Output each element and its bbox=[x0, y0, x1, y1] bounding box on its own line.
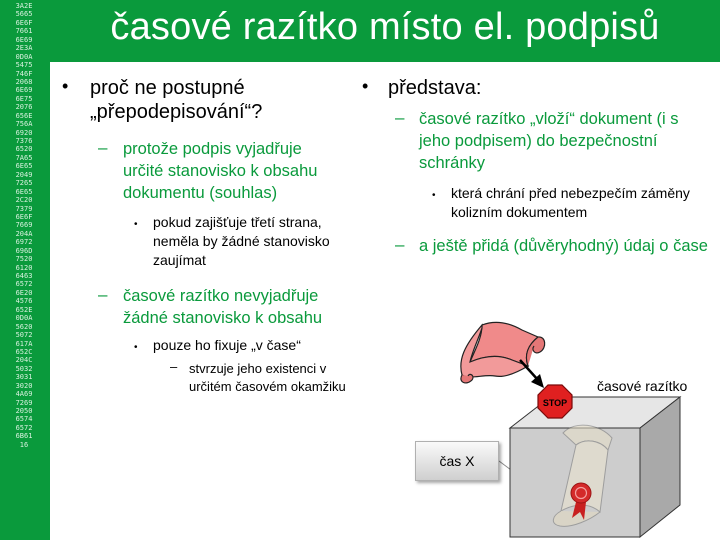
hex-row: 6520 bbox=[15, 145, 33, 154]
slide-title: časové razítko místo el. podpisů bbox=[110, 6, 660, 48]
hex-row: 4576 bbox=[15, 297, 33, 306]
hex-row: 7A65 bbox=[15, 153, 33, 162]
right-l2a-text: časové razítko „vloží“ dokument (i s jeho podpisem) do bezpečnostní schránky bbox=[419, 110, 679, 172]
hex-row: 204A bbox=[15, 229, 33, 238]
hex-row: 2E3A bbox=[15, 44, 33, 53]
hex-row: 6463 bbox=[15, 272, 33, 280]
hex-row: 3020 bbox=[15, 381, 33, 390]
hex-row: 2076 bbox=[15, 103, 33, 112]
bullet-r1: • bbox=[362, 76, 369, 96]
dash-l2a: – bbox=[98, 138, 108, 157]
time-box: čas X bbox=[415, 441, 499, 481]
stop-sign-icon bbox=[538, 385, 572, 418]
hex-row: 7669 bbox=[15, 221, 33, 230]
hex-row: 617A bbox=[15, 339, 33, 348]
dot-l3b: • bbox=[134, 342, 138, 353]
hex-row: 7269 bbox=[15, 398, 33, 407]
left-l4-text: stvrzuje jeho existenci v určitém časovém okamžiku bbox=[189, 361, 346, 394]
hex-row: 2049 bbox=[15, 170, 33, 179]
hex-row: 6920 bbox=[15, 128, 33, 137]
hex-row: 746F bbox=[15, 69, 33, 78]
hex-row: 6E6F bbox=[15, 212, 33, 221]
hex-row: 6B61 bbox=[15, 432, 33, 441]
hex-row: 5665 bbox=[15, 10, 33, 19]
hex-row: 6972 bbox=[15, 238, 33, 247]
left-l2b-text: časové razítko nevyjadřuje žádné stanovisko k obsahu bbox=[123, 287, 323, 327]
hex-row: 2068 bbox=[15, 77, 33, 86]
hex-row: 6E65 bbox=[15, 162, 33, 171]
hex-row: 3A2E bbox=[15, 2, 33, 10]
right-l3a-text: která chrání před nebezpečím záměny kolizním dokumentem bbox=[451, 185, 690, 220]
hex-row: 7520 bbox=[15, 255, 33, 264]
dot-r3a: • bbox=[432, 190, 436, 201]
dash-l2b: – bbox=[98, 285, 108, 304]
hex-row: 6E69 bbox=[15, 86, 33, 95]
hex-row: 7376 bbox=[15, 137, 33, 145]
hex-row: 6E20 bbox=[15, 288, 33, 297]
stop-text: STOP bbox=[542, 398, 568, 408]
arrow-icon bbox=[520, 360, 544, 388]
dash-l4: – bbox=[170, 359, 178, 374]
hex-row: 652E bbox=[15, 305, 33, 314]
hex-row: 656E bbox=[15, 111, 33, 120]
hex-row: 7379 bbox=[15, 204, 33, 213]
hex-row: 652C bbox=[15, 347, 33, 356]
hex-row: 16 bbox=[19, 440, 29, 449]
hex-row: 3031 bbox=[15, 373, 33, 382]
hex-row: 696D bbox=[15, 246, 33, 255]
dash-r2a: – bbox=[395, 108, 405, 127]
dot-l3a: • bbox=[134, 219, 138, 230]
hex-row: 7265 bbox=[15, 179, 33, 188]
hex-row: 4A69 bbox=[15, 390, 33, 399]
right-l1-text: představa: bbox=[388, 77, 482, 99]
stamp-label: časové razítko bbox=[597, 378, 688, 394]
hex-row: 6E69 bbox=[15, 35, 33, 44]
hex-row: 204C bbox=[15, 356, 33, 365]
hex-row: 5032 bbox=[15, 364, 33, 373]
left-l2a-text: protože podpis vyjadřuje určité stanovisko k obsahu dokumentu (souhlas) bbox=[123, 140, 318, 202]
left-l3b-text: pouze ho fixuje „v čase“ bbox=[153, 337, 301, 353]
hex-row: 6E6F bbox=[15, 18, 33, 27]
hex-row: 2C20 bbox=[15, 196, 33, 205]
hex-row: 2050 bbox=[15, 407, 33, 415]
hex-row: 5072 bbox=[15, 331, 33, 340]
hex-row: 0D0A bbox=[15, 314, 33, 323]
hex-row: 6E75 bbox=[15, 94, 33, 103]
hex-row: 6574 bbox=[15, 415, 33, 424]
right-l2b-text: a ještě přidá (důvěryhodný) údaj o čase bbox=[419, 237, 708, 255]
left-l1-text: proč ne postupné „přepodepisování“? bbox=[90, 77, 263, 123]
dash-r2b: – bbox=[395, 235, 405, 254]
left-l3a-text: pokud zajišťuje třetí strana, neměla by žádné stanovisko zaujímat bbox=[153, 214, 330, 268]
bullet-l1: • bbox=[62, 76, 69, 96]
hex-row: 5475 bbox=[15, 61, 33, 70]
hex-row: 7661 bbox=[15, 27, 33, 36]
hex-row: 6572 bbox=[15, 423, 33, 432]
hex-row: 6572 bbox=[15, 280, 33, 289]
hex-row: 756A bbox=[15, 120, 33, 129]
hex-row: 5620 bbox=[15, 322, 33, 331]
hex-row: 6E65 bbox=[15, 187, 33, 196]
hex-row: 0D0A bbox=[15, 52, 33, 61]
hex-row: 6120 bbox=[15, 263, 33, 272]
